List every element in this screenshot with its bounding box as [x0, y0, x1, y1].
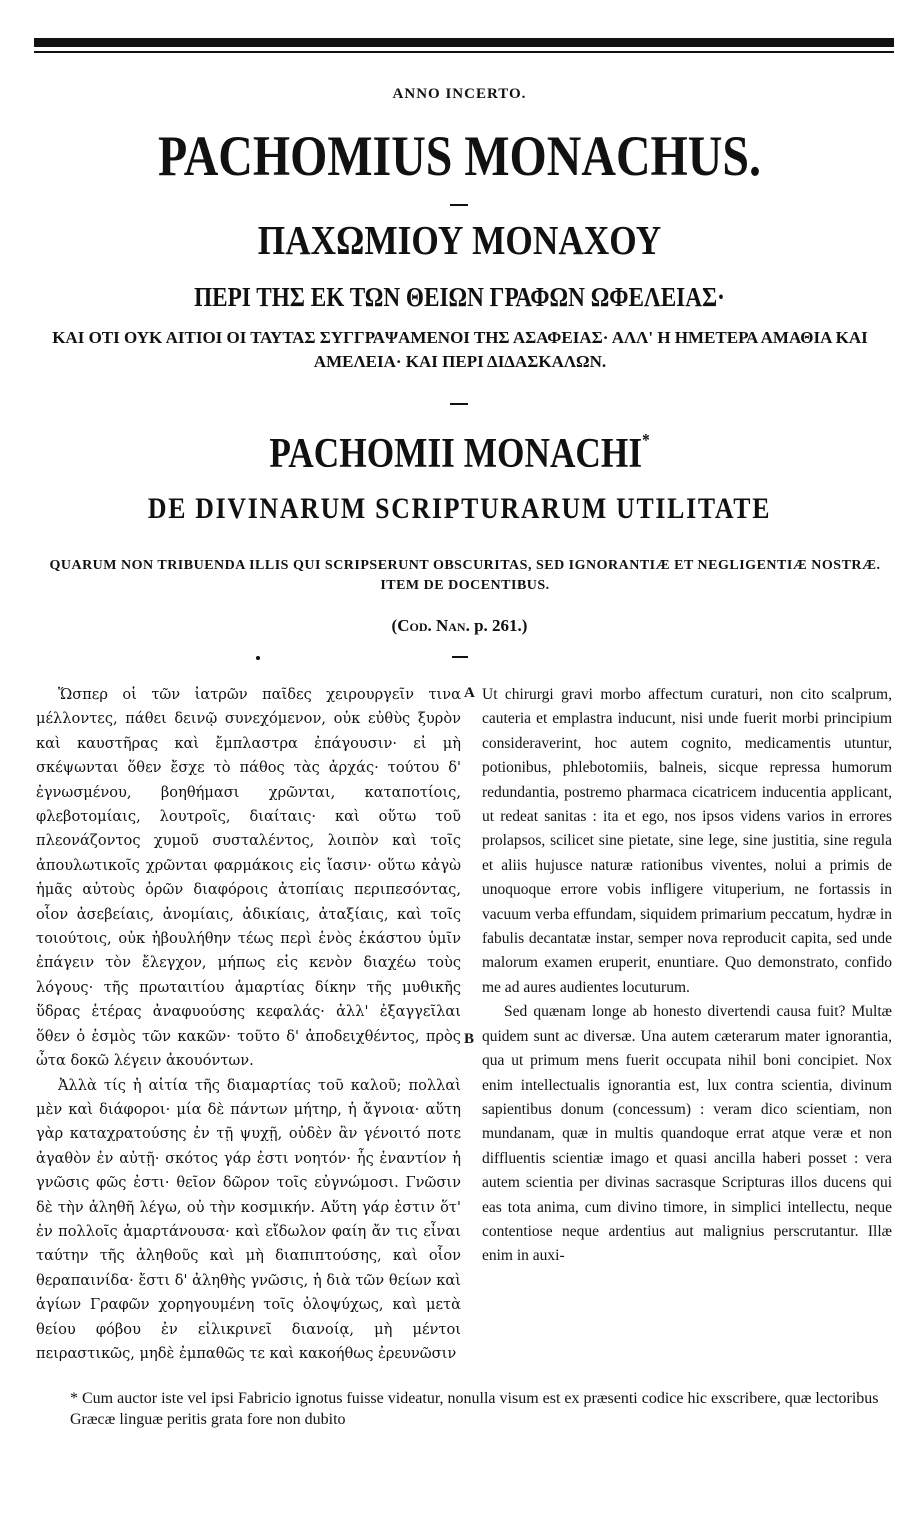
second-title-latin [74, 430, 846, 478]
latin-paragraph-2: Sed quænam longe ab honesto divertendi causa fuit? Multæ quidem sunt ac diversæ. Una autem cæterarum mater ignorantia, qua ut primum mens fuerit occupata nihil boni concipiet. Nox enim intellectualis ignorantia est, lux contra scientia, divinum sapientibus donum (concessum) : veram dico scientiam, non mundanam, quæ in multis quandoque errat atque veræ et non diffluentis scientiæ imago et quasi ancilla haberi posset : vera autem scientia per divinas sacrasque Scripturas illos ducens qui eas tota anima, cum divino timore, in simplici intellectu, neque contentiose neque ardentius aut malignius perscrutantur. Illæ enim in auxi- [482, 1003, 892, 1265]
latin-paragraph-1: Ut chirurgi gravi morbo affectum curaturi, non cito scalprum, cauteria et emplastra inducunt, nisi unde fuerit morbi principium consideraverint, hoc autem cognito, medicamentis utuntur, potionibus, phlebotomiis, balneis, sicque repressa humorum redundantia, postremo pharmaca cicatricem inducentia applicant, ut redeat sanitas : ita et ego, nos ipsos videns varios in errores prolapsos, scilicet sine pietate, sine lege, sine justitia, sine regula et aliis hujusce naturæ rationibus viventes, nolui a primis de unoquoque errore vobis infligere vituperium, ne fortassis in vacuum verba effundam, siquidem primarium peccatum, hydræ in fabulis decantatæ instar, semper nova reproducit capita, sed unde malorum examen eruperit, enuntiare. Quo demonstrato, confido me ad aures audientes locuturum. [482, 686, 892, 996]
section-marker-a: A [464, 685, 475, 701]
greek-paragraph-1: Ὥσπερ οἱ τῶν ἰατρῶν παῖδες χειρουργεῖν τινα μέλλοντες, πάθει δεινῷ συνεχόμενον, οὐκ εὐθὺς ξυρὸν καὶ καυστῆρας καὶ ἔμπλαστρα ἐπάγουσιν· εἰ μὴ σκέψωνται ὅθεν ἔσχε τὸ πάθος τὰς ἀρχάς· τούτου δ' ἐγνωσμένου, βοηθήμασι χρῶνται, καταποτίοις, φλεβοτομίαις, λουτροῖς, διαίταις· καὶ οὕτω τοῦ πλεονάζοντος χυμοῦ συσταλέντος, λοιπὸν καὶ τοῖς ἀπουλωτικοῖς χρῶνται φαρμάκοις εἰς ἴασιν· οὕτω κἀγὼ ἡμᾶς αὐτοὺς ὁρῶν διαφόροις ἀτοπίαις περιπεσόντας, οἷον ἀσεβείαις, ἀνομίαις, ἀδικίαις, ἀταξίαις, καὶ τοῖς τοιούτοις, οὐκ ἠβουλήθην τέως περὶ ἑνὸς ἑκάστου ὑμῖν ἐπάγειν τὸν ἔλεγχον, μήπως εἰς κενὸν διαχέω τοὺς λόγους· τῆς πρωταιτίου ἁμαρτίας δίκην τῆς μυθικῆς ὕδρας ἑτέρας ἀναφυούσης κεφαλάς· ἀλλ' ἐξαγγεῖλαι ὅθεν ὁ ἑσμὸς τῶν κακῶν· τοῦτο δ' ἀποδειχθέντος, πρὸς ὦτα δοκῶ λέγειν ἀκουόντων. [36, 686, 461, 1070]
section-marker-b: B [464, 1031, 475, 1047]
divider-2 [450, 403, 468, 405]
second-title-text: PACHOMII MONACHI [269, 431, 643, 477]
top-rule-thick [34, 38, 894, 47]
divider-1 [450, 204, 468, 206]
main-title-greek: ΠΑΧΩΜΙΟΥ ΜΟΝΑΧΟΥ [257, 217, 662, 263]
subtitle-greek-secondary: ΚΑΙ ΟΤΙ ΟΥΚ ΑΙΤΙΟΙ ΟΙ ΤΑΥΤΑΣ ΣΥΓΓΡΑΨΑΜΕΝΟΙ ΤΗΣ ΑΣΑΦΕΙΑΣ· ΑΛΛ' Η ΗΜΕΤΕΡΑ ΑΜΑΘΙΑ ΚΑΙ ΑΜΕΛΕΙΑ· ΚΑΙ ΠΕΡΙ ΔΙΔΑΣΚΑΛΩΝ. [52, 328, 868, 371]
greek-paragraph-2: Ἀλλὰ τίς ἡ αἰτία τῆς διαμαρτίας τοῦ καλοῦ; πολλαὶ μὲν καὶ διάφοροι· μία δὲ πάντων μήτηρ, ἡ ἄγνοια· αὕτη γὰρ καταχρατούσης ἐν τῇ ψυχῇ, οὐδὲν ἂν γένοιτό ποτε ἀγαθὸν ἐν αὐτῇ· σκότος γάρ ἐστι νοητόν· ἧς ἐναντίον ἡ γνῶσις φῶς ἐστι· θεῖον δῶρον τοῖς εὐγνώμοσι. Γνῶσιν δὲ τὴν ἀληθῆ λέγω, οὐ τὴν κοσμικήν. Αὕτη γάρ ἐστιν ὅτ' ἐν πολλοῖς ἁμαρτάνουσα· καὶ εἴδωλον φαίη ἄν τις εἶναι ταύτην τῆς ἀληθοῦς καὶ μὴ διαπιπτούσης, καὶ οἷον θεραπαινίδα· ἔστι δ' ἀληθὴς γνῶσις, ἡ διὰ τῶν θείων καὶ ἁγίων Γραφῶν χορηγουμένη τοῖς ὁλοψύχως, καὶ μετὰ θείου φόβου ἐν εἰλικρινεῖ διανοίᾳ, μὴ μέντοι πειραστικῶς, μηδὲ ἐμπαθῶς τε καὶ κακοήθως ἐρευνῶσιν [36, 1076, 461, 1362]
codex-name: Cod. Nan. [397, 616, 470, 635]
footnote [40, 1388, 900, 1430]
year-note: ANNO INCERTO. [392, 86, 527, 102]
subtitle-latin-secondary: QUARUM NON TRIBUENDA ILLIS QUI SCRIPSERUNT OBSCURITAS, SED IGNORANTIÆ ET NEGLIGENTIÆ NOSTRÆ. ITEM DE DOCENTIBUS. [49, 558, 881, 593]
top-rule-thin [34, 51, 894, 53]
main-title-latin: PACHOMIUS MONACHUS. [158, 125, 761, 188]
divider-3 [452, 656, 468, 658]
codex-reference [0, 616, 919, 636]
codex-open: ( [391, 616, 398, 635]
subtitle-latin: DE DIVINARUM SCRIPTURARUM UTILITATE [147, 492, 772, 525]
subtitle-greek: ΠΕΡΙ ΤΗΣ ΕΚ ΤΩΝ ΘΕΙΩΝ ΓΡΑΦΩΝ ΩΦΕΛΕΙΑΣ· [194, 282, 725, 312]
greek-text-column [36, 683, 461, 1366]
footnote-text: * Cum auctor iste vel ipsi Fabricio ignotus fuisse videatur, nonulla visum est ex præsenti codice hic exscribere, quæ lectoribus Græcæ linguæ peritis grata fore non dubito [70, 1390, 879, 1428]
codex-page: p. 261.) [469, 616, 528, 635]
ornament-dot [256, 656, 260, 660]
latin-text-column [482, 683, 892, 1269]
footnote-mark: * [642, 430, 650, 450]
